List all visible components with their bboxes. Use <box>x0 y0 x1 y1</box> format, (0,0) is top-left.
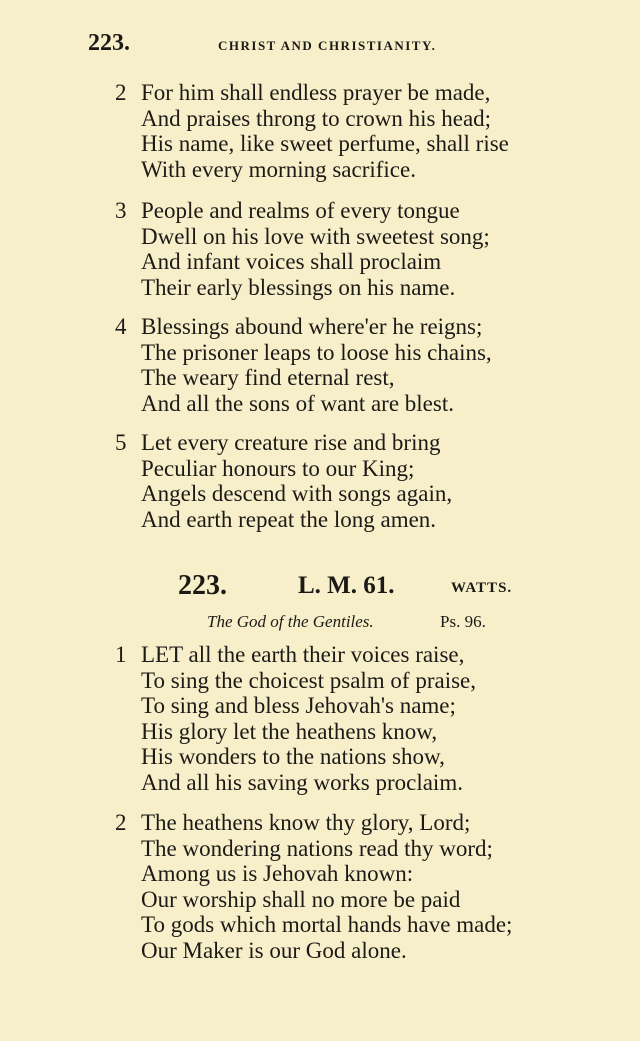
verse-line: Among us is Jehovah known: <box>141 861 414 886</box>
verse-line: Let every creature rise and bring <box>141 430 441 455</box>
hymn-heading <box>178 570 538 604</box>
stanza-1 <box>115 642 476 795</box>
stanza-prev-3 <box>115 198 490 300</box>
hymn-author: WATTS. <box>451 580 513 596</box>
page-number: 223. <box>88 30 130 56</box>
verse-line: To gods which mortal hands have made; <box>141 912 513 937</box>
verse-line: LET all the earth their voices raise, <box>141 642 465 667</box>
verse-line: And praises throng to crown his head; <box>141 105 492 131</box>
verse-line: His wonders to the nations show, <box>141 744 445 769</box>
verse-line: His name, like sweet perfume, shall rise <box>141 131 509 156</box>
stanza-2 <box>115 810 512 963</box>
verse-line: And all the sons of want are blest. <box>141 390 454 416</box>
page-header <box>88 30 558 60</box>
verse-line: To sing and bless Jehovah's name; <box>141 693 456 718</box>
stanza-number: 1 <box>115 642 127 667</box>
verse-line: Blessings abound where'er he reigns; <box>141 314 483 339</box>
stanza-number: 2 <box>115 80 127 105</box>
verse-line: Our worship shall no more be paid <box>141 886 461 912</box>
verse-line: Angels descend with songs again, <box>141 481 453 506</box>
verse-line: With every morning sacrifice. <box>141 156 416 182</box>
verse-line: The prisoner leaps to loose his chains, <box>141 339 492 365</box>
verse-line: Peculiar honours to our King; <box>141 455 415 481</box>
stanza-number: 4 <box>115 314 127 339</box>
verse-line: Dwell on his love with sweetest song; <box>141 223 490 249</box>
verse-line: For him shall endless prayer be made, <box>141 80 491 105</box>
stanza-prev-5 <box>115 430 452 532</box>
stanza-prev-2 <box>115 80 509 182</box>
stanza-number: 3 <box>115 198 127 223</box>
stanza-number: 5 <box>115 430 127 455</box>
hymn-number: 223. <box>178 570 227 601</box>
verse-line: And all his saving works proclaim. <box>141 769 463 795</box>
verse-line: The weary find eternal rest, <box>141 365 395 390</box>
verse-line: To sing the choicest psalm of praise, <box>141 667 477 693</box>
verse-line: The wondering nations read thy word; <box>141 835 493 861</box>
verse-line: The heathens know thy glory, Lord; <box>141 810 471 835</box>
verse-line: And earth repeat the long amen. <box>141 506 437 532</box>
stanza-prev-4 <box>115 314 492 416</box>
running-head: CHRIST AND CHRISTIANITY. <box>218 38 437 53</box>
verse-line: Our Maker is our God alone. <box>141 937 407 963</box>
verse-line: Their early blessings on his name. <box>141 274 456 300</box>
verse-line: And infant voices shall proclaim <box>141 249 442 274</box>
hymn-subtitle: The God of the Gentiles. <box>207 612 374 631</box>
hymn-meter: L. M. 61. <box>298 572 395 599</box>
stanza-number: 2 <box>115 810 127 835</box>
verse-line: His glory let the heathens know, <box>141 718 438 744</box>
scripture-reference: Ps. 96. <box>440 612 486 631</box>
verse-line: People and realms of every tongue <box>141 198 460 223</box>
